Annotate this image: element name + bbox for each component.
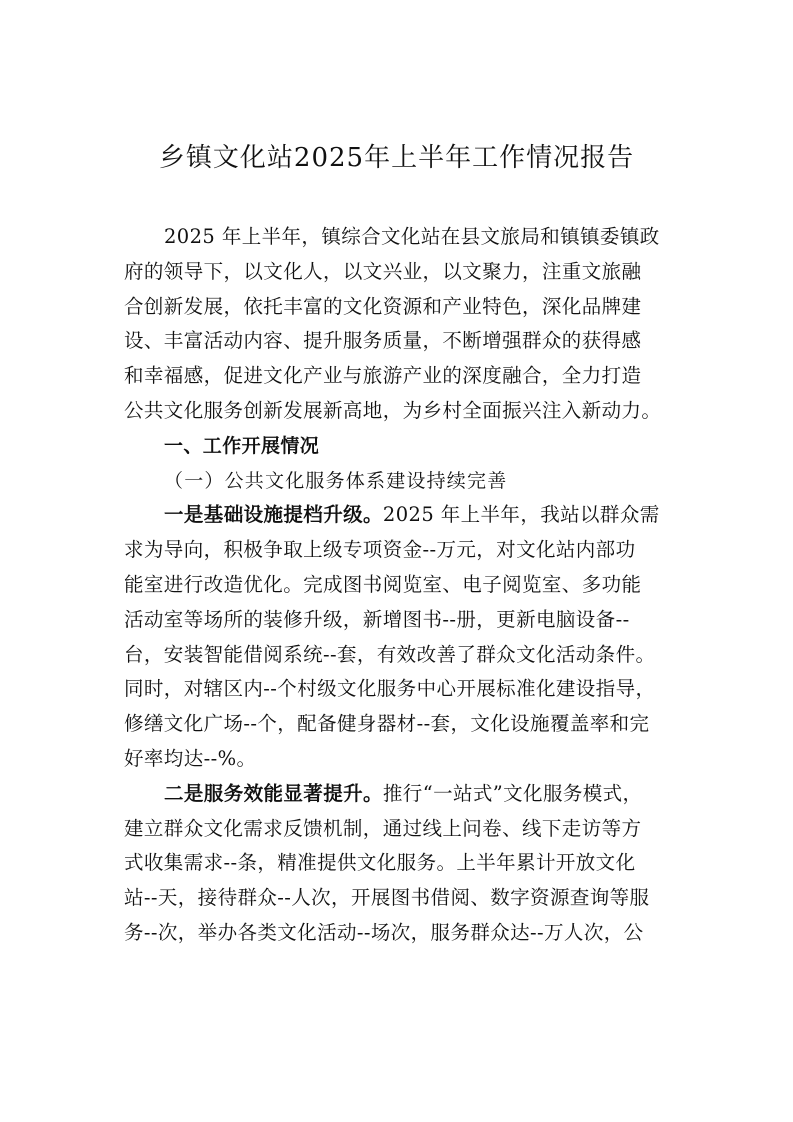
paragraph-lead: 一是基础设施提档升级。 (164, 503, 383, 527)
paragraph-line: 好率均达--%。 (124, 746, 257, 770)
paragraph-line: 设、丰富活动内容、提升服务质量，不断增强群众的获得感 (124, 329, 642, 353)
paragraph-line-rest: 2025 年上半年，我站以群众需 (382, 503, 660, 527)
paragraph-line: 求为导向，积极争取上级专项资金--万元，对文化站内部功 (124, 538, 636, 562)
document-body (124, 220, 684, 951)
intro-paragraph (124, 220, 684, 429)
paragraph-line: 同时，对辖区内--个村级文化服务中心开展标准化建设指导， (124, 677, 656, 701)
paragraph-line: 站--天，接待群众--人次，开展图书借阅、数字资源查询等服 (124, 886, 650, 910)
paragraph-line: 式收集需求--条，精准提供文化服务。上半年累计开放文化 (124, 851, 636, 875)
paragraph-first-line (124, 777, 684, 812)
paragraph-infrastructure (124, 498, 684, 776)
paragraph-first-line (124, 498, 684, 533)
document-title: 乡镇文化站2025年上半年工作情况报告 (158, 143, 635, 173)
paragraph-line: 能室进行改造优化。完成图书阅览室、电子阅览室、多功能 (124, 572, 642, 596)
paragraph-line: 和幸福感，促进文化产业与旅游产业的深度融合，全力打造 (124, 364, 642, 388)
paragraph-line: 2025 年上半年，镇综合文化站在县文旅局和镇镇委镇政 (164, 225, 660, 248)
paragraph-line: 务--次，举办各类文化活动--场次，服务群众达--万人次，公 (124, 920, 644, 944)
paragraph-line: 台，安装智能借阅系统--套，有效改善了群众文化活动条件。 (124, 642, 656, 666)
paragraph-line: 建立群众文化需求反馈机制，通过线上问卷、线下走访等方 (124, 816, 642, 840)
paragraph-line-rest: 推行“一站式”文化服务模式， (382, 781, 643, 805)
section-heading: 一、工作开展情况 (164, 434, 320, 457)
paragraph-service-efficiency (124, 777, 684, 951)
paragraph-line: 活动室等场所的装修升级，新增图书--册，更新电脑设备-- (124, 607, 630, 631)
paragraph-lead: 二是服务效能显著提升。 (164, 781, 383, 805)
subsection-heading: （一）公共文化服务体系建设持续完善 (164, 469, 508, 492)
paragraph-line: 府的领导下，以文化人，以文兴业，以文聚力，注重文旅融 (124, 259, 642, 283)
paragraph-line: 公共文化服务创新发展新高地，为乡村全面振兴注入新动力。 (124, 398, 662, 422)
paragraph-line: 修缮文化广场--个，配备健身器材--套，文化设施覆盖率和完 (124, 712, 650, 736)
paragraph-line: 合创新发展，依托丰富的文化资源和产业特色，深化品牌建 (124, 294, 642, 318)
